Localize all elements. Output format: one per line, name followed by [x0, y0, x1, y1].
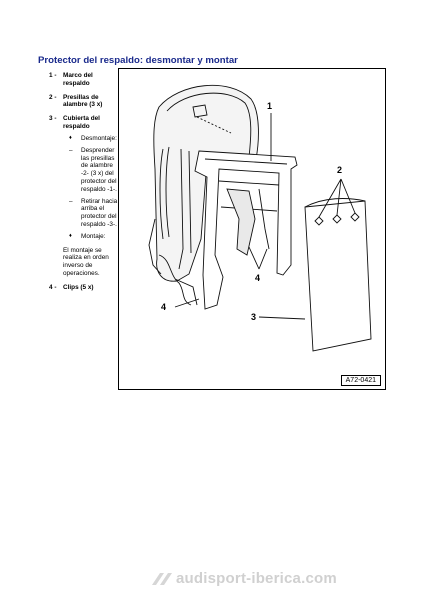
callout-2: 2 [337, 165, 343, 175]
bullet-icon: ♦ [69, 232, 72, 239]
legend-number: 4 - [49, 283, 57, 291]
legend-item-1 [49, 72, 119, 88]
parts-legend [49, 72, 119, 298]
callout-1: 1 [267, 101, 273, 111]
legend-label: Presillas de alambre (3 x) [63, 93, 103, 109]
legend-item-4 [49, 284, 119, 292]
footer-site-name: audisport-iberica.com [176, 570, 337, 587]
removal-step-2 [63, 198, 119, 229]
backrest-cover [305, 201, 371, 351]
dash-icon: – [69, 197, 73, 205]
seat-back-illustration [119, 69, 387, 391]
install-heading-text: Montaje: [81, 232, 106, 240]
removal-step-2-text: Retirar hacia arriba el protector del respaldo -3-. [81, 197, 118, 228]
leader-line-4b [175, 299, 199, 307]
legend-number: 1 - [49, 72, 57, 79]
page-title: Protector del respaldo: desmontar y montar [38, 55, 238, 66]
install-heading [63, 233, 119, 241]
removal-step-1 [63, 147, 119, 194]
dash-icon: – [69, 146, 73, 154]
callout-3: 3 [251, 312, 257, 322]
legend-number: 2 - [49, 93, 57, 101]
callout-4-frame: 4 [255, 273, 261, 283]
figure-code: A72-0421 [341, 375, 381, 386]
legend-label: Cubierta del respaldo [63, 115, 100, 131]
legend-item-3 [49, 115, 119, 278]
removal-heading-text: Desmontaje: [81, 134, 117, 142]
leader-line-4a [249, 247, 267, 269]
legend-item-2 [49, 94, 119, 110]
callout-4-lower: 4 [161, 302, 167, 312]
frame-support [259, 189, 269, 249]
removal-step-1-text: Desprender las presillas de alambre -2- (3 x) del protector del respaldo -1-. [81, 146, 117, 193]
site-logo-icon [150, 571, 174, 587]
exploded-diagram [118, 68, 386, 390]
bullet-icon: ♦ [69, 134, 72, 141]
frame-mechanism [227, 189, 255, 255]
install-note: El montaje se realiza en orden inverso de operaciones. [63, 246, 109, 278]
legend-label: Marco del respaldo [63, 72, 93, 87]
removal-heading [63, 135, 119, 143]
legend-number: 3 - [49, 115, 57, 123]
legend-label: Clips (5 x) [63, 283, 94, 291]
leader-line-3 [259, 317, 305, 319]
